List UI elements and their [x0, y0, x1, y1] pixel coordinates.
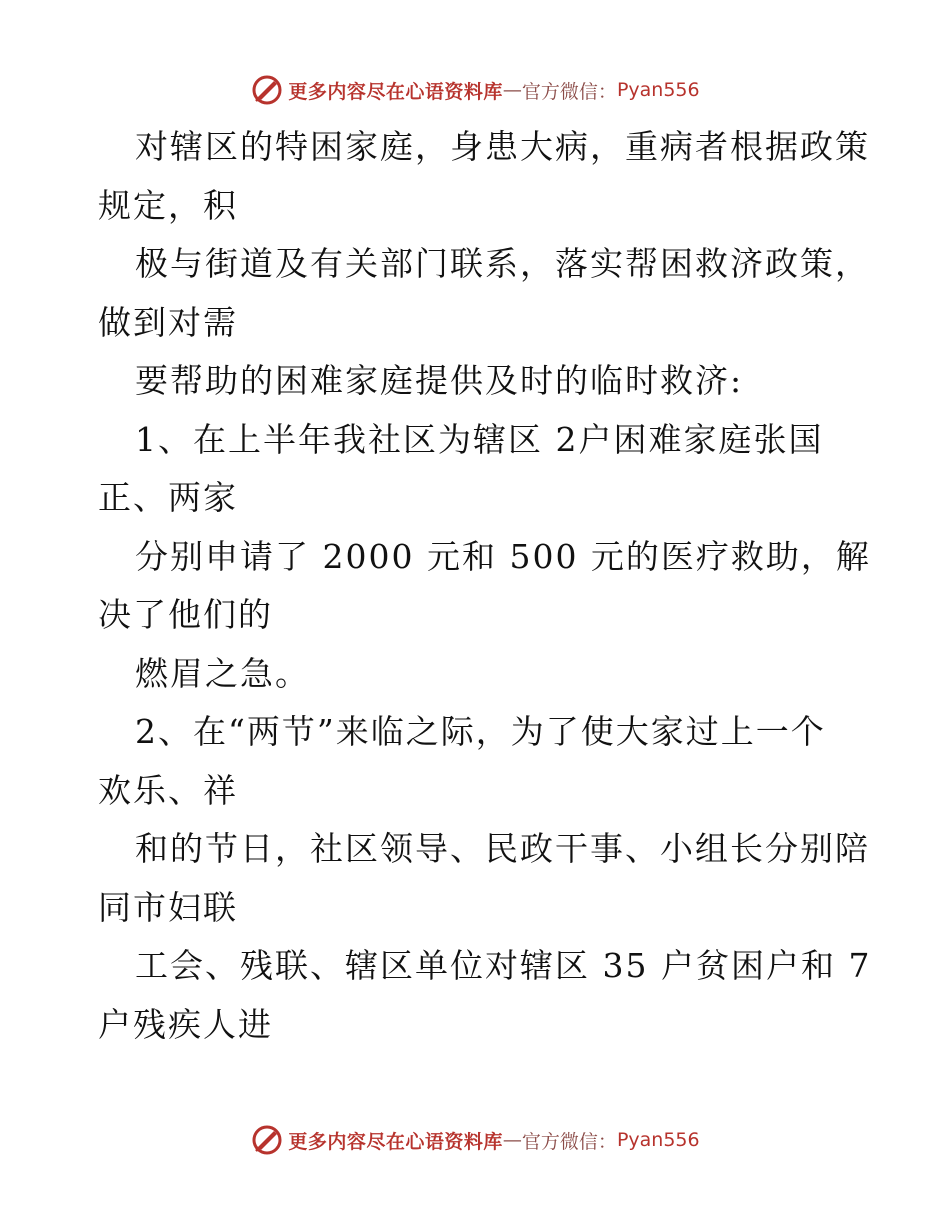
- banner-separator: —: [502, 79, 522, 101]
- banner-wechat-id: Pyan556: [616, 1129, 700, 1151]
- text-line: 正、两家: [98, 478, 238, 517]
- header-banner: [0, 70, 950, 110]
- quill-pen-circle-icon: [250, 73, 284, 107]
- document-body: [98, 118, 872, 1054]
- text-line: 2、在“两节”来临之际，为了使大家过上一个: [135, 712, 826, 751]
- text-line: 燃眉之急。: [135, 653, 310, 693]
- text-line: 对辖区的特困家庭，身患大病，重病者根据政策: [135, 127, 870, 166]
- banner-title: 更多内容尽在心语资料库: [288, 1130, 503, 1153]
- text-line: 规定，积: [98, 185, 238, 225]
- text-line: 和的节日，社区领导、民政干事、小组长分别陪: [135, 829, 870, 868]
- banner-separator: —: [502, 1129, 522, 1151]
- banner-wechat-id: Pyan556: [616, 79, 700, 101]
- text-line: 决了他们的: [98, 595, 273, 634]
- text-line: 要帮助的困难家庭提供及时的临时救济:: [135, 361, 744, 400]
- text-line: 欢乐、祥: [98, 770, 238, 810]
- text-line: 极与街道及有关部门联系，落实帮困救济政策，: [135, 244, 870, 283]
- text-line: 1、在上半年我社区为辖区 2户困难家庭张国: [135, 419, 824, 459]
- quill-pen-circle-icon: [250, 1123, 284, 1157]
- text-line: 同市妇联: [98, 887, 238, 927]
- banner-title: 更多内容尽在心语资料库: [288, 80, 503, 103]
- text-line: 户残疾人进: [98, 1004, 273, 1044]
- text-line: 做到对需: [98, 302, 238, 342]
- banner-wechat-label: 官方微信：: [521, 1130, 617, 1153]
- text-line: 分别申请了 2000 元和 500 元的医疗救助，解: [135, 536, 871, 576]
- banner-wechat-label: 官方微信：: [521, 80, 617, 103]
- footer-banner: [0, 1120, 950, 1160]
- text-line: 工会、残联、辖区单位对辖区 35 户贫困户和 7: [135, 946, 872, 985]
